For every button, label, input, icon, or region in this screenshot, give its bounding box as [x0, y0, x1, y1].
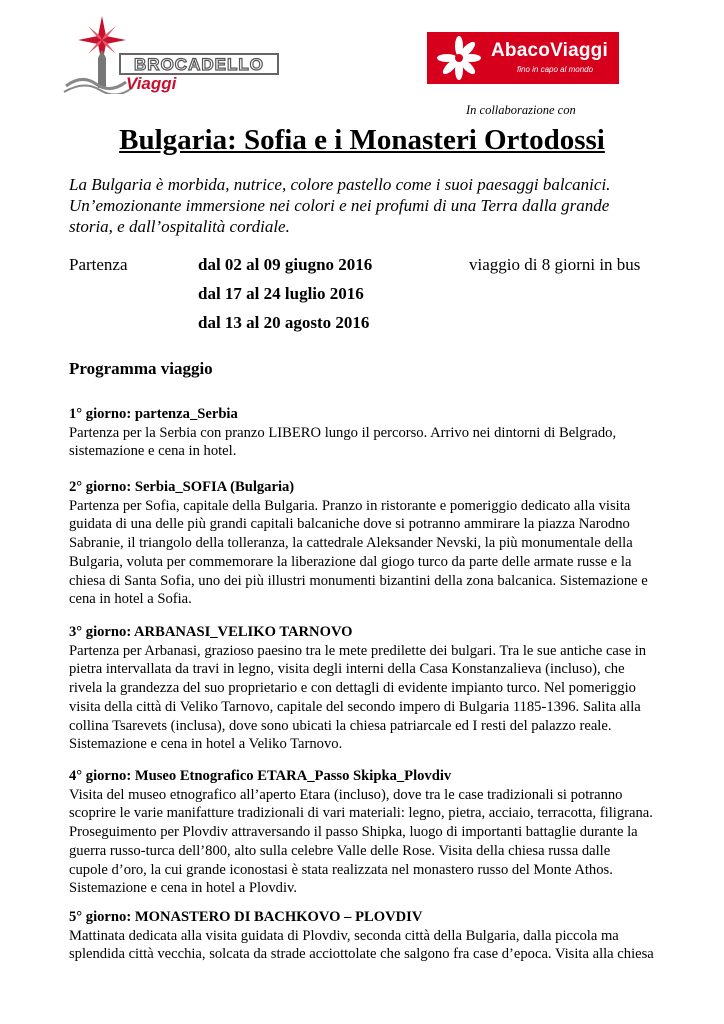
- day-section: [69, 478, 659, 609]
- intro-paragraph: [69, 174, 669, 237]
- day-text-line: Bulgaria, voluta per commemorare la liberazione dal giogo turco da parte delle armate russe e la: [69, 553, 632, 570]
- day-text-line: Sistemazione e cena in hotel a Plovdiv.: [69, 880, 298, 897]
- day-text-line: Partenza per Sofia, capitale della Bulgaria. Pranzo in ristorante e pomeriggio dedicato alla visita: [69, 497, 631, 514]
- day-text-line: rivela la grandezza del suo proprietario e con dettagli di evidente impianto turco. Nel pomeriggio: [69, 680, 636, 697]
- day-text-line: guidata di una delle più grandi capitali balcaniche dove si potranno ammirare la piazza Narodno: [69, 516, 630, 533]
- departure-date: dal 13 al 20 agosto 2016: [198, 313, 370, 332]
- intro-line: La Bulgaria è morbida, nutrice, colore pastello come i suoi paesaggi balcanici.: [69, 175, 611, 194]
- day-text-line: splendida città vecchia, solcata da strade acciottolate che salgono fra case d’epoca. Visita alla chiesa: [69, 946, 654, 963]
- day-text-line: chiesa di Santa Sofia, uno dei più illustri monumenti bizantini della zona balcanica. Sistemazione e: [69, 572, 648, 589]
- collaboration-note: In collaborazione con: [466, 103, 576, 117]
- abaco-tagline: fino in capo al mondo: [517, 65, 594, 74]
- abaco-name: AbacoViaggi: [491, 40, 608, 61]
- day-text-line: Visita del museo etnografico all’aperto Etara (incluso), dove tra le case tradizionali si potranno: [69, 786, 623, 803]
- day-heading: 1° giorno: partenza_Serbia: [69, 406, 238, 422]
- day-text-line: Partenza per Arbanasi, grazioso paesino tra le mete predilette dei bulgari. Tra le sue antiche case in: [69, 642, 647, 659]
- abaco-flower-icon: [433, 32, 485, 84]
- intro-line: storia, e dall’ospitalità cordiale.: [69, 217, 290, 236]
- page-title: Bulgaria: Sofia e i Monasteri Ortodossi: [119, 124, 605, 156]
- departure-date: dal 17 al 24 luglio 2016: [198, 284, 364, 303]
- abacoviaggi-logo: [427, 32, 619, 84]
- day-heading: 4° giorno: Museo Etnografico ETARA_Passo Skipka_Plovdiv: [69, 768, 452, 784]
- day-heading: 3° giorno: ARBANASI_VELIKO TARNOVO: [69, 624, 353, 640]
- trip-duration: viaggio di 8 giorni in bus: [469, 255, 641, 274]
- day-text-line: Proseguimento per Plovdiv attraversando il passo Shipka, luogo di importanti battaglie durante la: [69, 824, 638, 841]
- day-text-line: Mattinata dedicata alla visita guidata di Plovdiv, seconda città della Bulgaria, dalla piccola ma: [69, 927, 619, 944]
- departure-date: dal 02 al 09 giugno 2016: [198, 255, 373, 274]
- day-section: [69, 767, 659, 898]
- day-heading: 2° giorno: Serbia_SOFIA (Bulgaria): [69, 479, 295, 495]
- day-section: [69, 405, 659, 461]
- day-text-line: pietra intervallata da travi in legno, visita degli interni della Casa Konstanzalieva (incluso), che: [69, 661, 625, 678]
- day-text-line: Sistemazione e cena in hotel a Veliko Tarnovo.: [69, 736, 343, 753]
- day-heading: 5° giorno: MONASTERO DI BACHKOVO – PLOVDIV: [69, 909, 423, 925]
- day-text-line: visita della città di Veliko Tarnovo, capitale del secondo impero di Bulgaria 1185-1396. Salita alla: [69, 698, 641, 715]
- day-text-line: collina Tsarevets (inclusa), dove sono ubicati la chiesa patriarcale ed I resti del palazzo reale.: [69, 717, 612, 734]
- day-text-line: Partenza per la Serbia con pranzo LIBERO lungo il percorso. Arrivo nei dintorni di Belgrado,: [69, 424, 617, 441]
- brocadello-sub: Viaggi: [126, 74, 177, 93]
- day-text-line: scoprire le varie manifatture tradizionali di vari materiali: legno, pietra, acciaio, terracotta, filigrana.: [69, 805, 653, 822]
- day-text-line: sistemazione e cena in hotel.: [69, 443, 237, 460]
- day-text-line: Sabranie, il triangolo della tolleranza, la cattedrale Aleksander Nevski, la più monumentale della: [69, 535, 633, 552]
- day-text-line: guerra russo-turca dell’800, alto sulla celebre Valle delle Rose. Visita della chiesa russa dalle: [69, 842, 611, 859]
- day-section: [69, 623, 659, 754]
- day-text-line: cena in hotel a Sofia.: [69, 591, 192, 608]
- departure-label: Partenza: [69, 255, 128, 274]
- program-title: Programma viaggio: [69, 359, 213, 378]
- day-section: [69, 908, 659, 964]
- brocadello-logo: [62, 14, 280, 94]
- brocadello-logo-graphic: [62, 14, 280, 94]
- intro-line: Un’emozionante immersione nei colori e nei profumi di una Terra dalla grande: [69, 196, 610, 215]
- brocadello-name: BROCADELLO: [134, 55, 264, 74]
- day-text-line: cupole d’oro, la cui grande iconostasi è stata realizzata nel monastero russo del Monte Athos.: [69, 861, 613, 878]
